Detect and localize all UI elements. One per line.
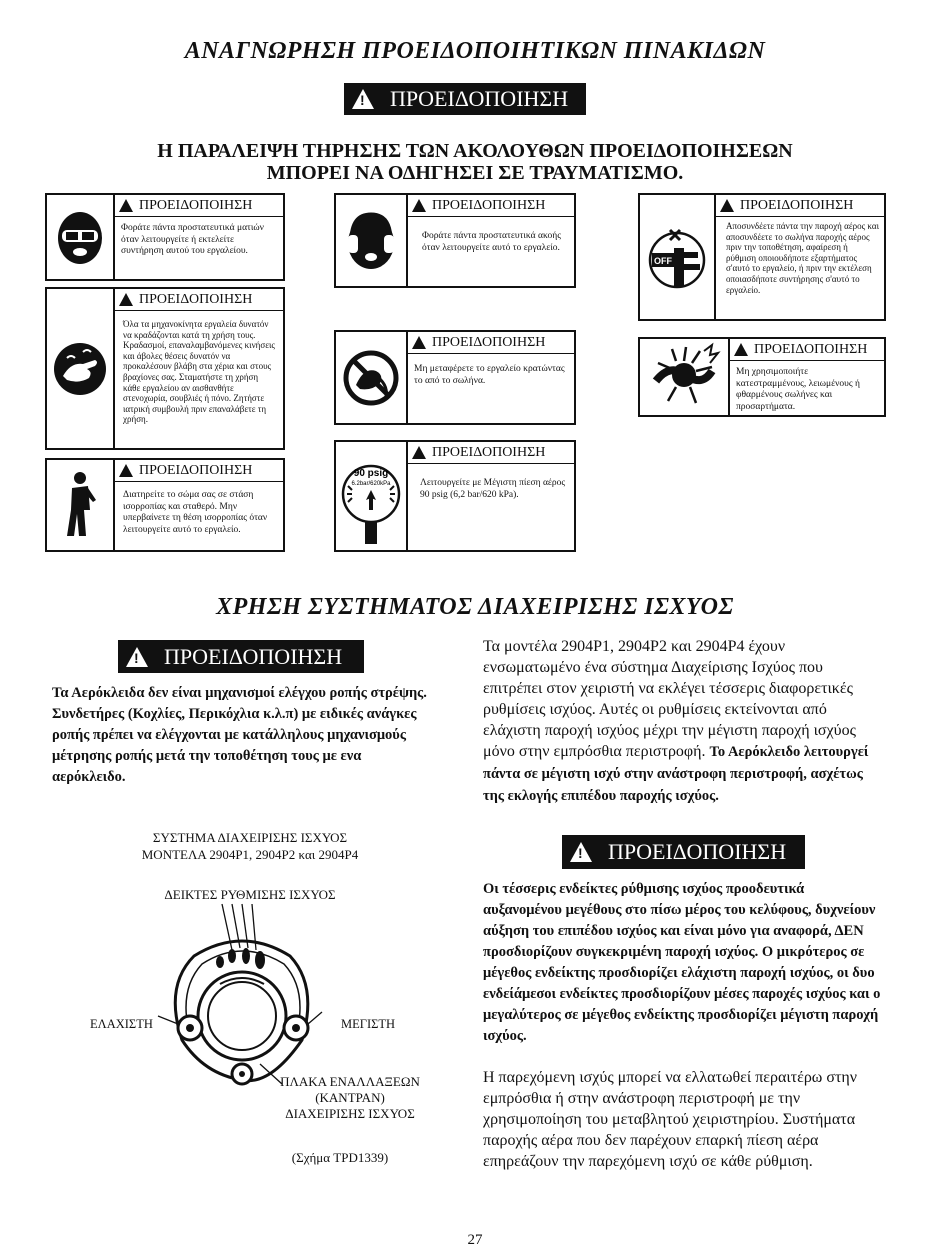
- burst-hose-icon: [640, 339, 730, 415]
- torque-warning-text: Τα Αερόκλειδα δεν είναι μηχανισμοί ελέγχου ροπής στρέψης. Συνδετήρες (Κοχλίες, Περικόχλια κ.λ.π) με ειδικές ανάγκες ροπής πρέπει να ελέγχονται με κατάλληλους μηχανισμούς μέτρησης ροπής μετά την τοποθέτηση τους με ενα αερόκλειδο.: [52, 685, 427, 785]
- label-header: ΠΡΟΕΙΔΟΠΟΙΗΣΗ: [408, 442, 574, 464]
- label-hose-carry: [334, 330, 576, 425]
- label-disconnect-air: [638, 193, 886, 321]
- label-hearing-protection: [334, 193, 576, 288]
- warning-banner-label: ΠΡΟΕΙΔΟΠΟΙΗΣΗ: [608, 839, 787, 864]
- label-balance-text: Διατηρείτε το σώμα σας σε στάση ισορροπίας και σταθερό. Μην υπερβαίνετε τη θέση ισορροπίας όταν λειτουργείτε αυτό το εργαλείο.: [123, 490, 268, 535]
- throttle-paragraph: Η παρεχόμενη ισχύς μπορεί να ελλατωθεί περαιτέρω στην εμπρόσθια ή στην ανάστροφη περιστροφή με την χρησιμοποίηση του μεταβλητού χειριστηρίου. Συστήματα παροχής αέρα που δεν παρέχουν επαρκή πίεση αέρα επηρεάζουν την παρεχόμενη ισχύ σε κάθε ρύθμιση.: [483, 1069, 857, 1170]
- warning-triangle-icon: [570, 842, 592, 862]
- eye-protection-icon: [47, 195, 115, 279]
- label-eye-text: Φοράτε πάντα προστατευτικά ματιών όταν λειτουργείτε ή εκτελείτε συντήρηση αυτού του εργαλείου.: [121, 223, 264, 256]
- warning-banner-top: [344, 83, 586, 115]
- label-header: ΠΡΟΕΙΔΟΠΟΙΗΣΗ: [408, 195, 574, 217]
- label-hearing-text: Φοράτε πάντα προστατευτικά ακοής όταν λειτουργείτε αυτό το εργαλείο.: [422, 231, 562, 253]
- person-balance-icon: [47, 460, 115, 550]
- figure-min-label: ΕΛΑΧΙΣΤΗ: [90, 1017, 153, 1031]
- label-header: ΠΡΟΕΙΔΟΠΟΙΗΣΗ: [115, 289, 283, 311]
- hearing-protection-icon: [336, 195, 408, 286]
- power-description-text: Τα μοντέλα 2904P1, 2904P2 και 2904P4 έχουν ενσωματωμένο ένα σύστημα Διαχείρισης Ισχύος που επιτρέπει στον χειριστή να εκλέγει τέσσερις διαφορετικές ρυθμίσεις ισχύος. Αυτές οι ρυθμίσεις εκτείνονται από ελάχιστη παροχή ισχύος μέχρι την μέγιστη παροχή ισχύος μόνο στην εμπρόσθια περιστροφή.: [483, 638, 856, 760]
- section-title: ΧΡΗΣΗ ΣΥΣΤΗΜΑΤΟΣ ΔΙΑΧΕΙΡΙΣΗΣ ΙΣΧΥΟΣ: [216, 594, 734, 620]
- figure-indicators-label: ΔΕΙΚΤΕΣ ΡΥΘΜΙΣΗΣ ΙΣΧΥΟΣ: [164, 887, 336, 902]
- label-header: ΠΡΟΕΙΔΟΠΟΙΗΣΗ: [115, 195, 283, 217]
- warning-banner-label: ΠΡΟΕΙΔΟΠΟΙΗΣΗ: [390, 86, 569, 111]
- page-title: ΑΝΑΓΝΩΡΗΣΗ ΠΡΟΕΙΔΟΠΟΙΗΤΙΚΩΝ ΠΙΝΑΚΙΔΩΝ: [184, 38, 766, 64]
- figure-plate-label1: ΠΛΑΚΑ ΕΝΑΛΛΑΞΕΩΝ: [280, 1074, 420, 1089]
- warning-triangle-icon: [352, 89, 374, 109]
- label-header: ΠΡΟΕΙΔΟΠΟΙΗΣΗ: [716, 195, 884, 217]
- warning-banner-left: [118, 640, 364, 673]
- power-management-figure: [150, 898, 370, 1098]
- no-carry-by-hose-icon: [336, 332, 408, 423]
- label-vibration-text: Όλα τα μηχανοκίνητα εργαλεία δυνατόν να κραδάζονται κατά τη χρήση τους. Κραδασμοί, επαναλαμβανόμενες κινήσεις και άβολες θέσεις δυνατόν να προκαλέσουν βλάβη στα χέρια και στους βραχίονες σας. Σταματήστε τη χρήση κάθε εργαλείου αν αισθανθήτε στενοχωρία, σουβλιές ή πόνο. Ζητήστε ιατρική συμβουλή πριν επαναλάβετε τη χρήση.: [123, 319, 275, 425]
- figure-plate-label2: (ΚΑΝΤΡΑΝ): [315, 1090, 385, 1105]
- figure-max-label: ΜΕΓΙΣΤΗ: [341, 1017, 396, 1031]
- reverse-max-power-text: Το Αερόκλειδο λειτουργεί πάντα σε μέγιστη ισχύ στην ανάστροφη περιστροφή, ασχέτως της εκλογής επιπέδου παροχής ισχύος.: [483, 744, 869, 804]
- label-header: ΠΡΟΕΙΔΟΠΟΙΗΣΗ: [408, 332, 574, 354]
- label-vibration: [45, 287, 285, 450]
- label-eye-protection: [45, 193, 285, 281]
- label-header: ΠΡΟΕΙΔΟΠΟΙΗΣΗ: [730, 339, 884, 361]
- label-hose-text: Μη μεταφέρετε το εργαλείο κρατώντας το από το σωλήνα.: [414, 364, 565, 386]
- label-damaged-hoses: [638, 337, 886, 417]
- indicators-warning-text: Οι τέσσερις ενδείκτες ρύθμισης ισχύος προοδευτικά αυξανομένου μεγέθους στο πίσω μέρος του κελύφους, δυχνείουν αύξηση του επιπέδου ισχύος και είναι μόνο για αναφορά, ΔΕΝ προσδιορίζουν συγκεκριμένη παροχή ισχύος. Ο μικρότερος σε μέγεθος ενδείκτης προσδιορίζει ελάχιστη παροχή ισχύος, οι δυο ενδείάμεσοι ενδείκτες προσδιορίζουν μέσες παροχές ισχύος και ο μεγαλύτερος σε μέγεθος ενδείκτης προσδιορίζει μέγιστη παροχή ισχύος.: [483, 881, 881, 1044]
- label-disconnect-text: Αποσυνδέετε πάντα την παροχή αέρος και αποσυνδέετε το σωλήνα παροχής αέρος πριν την τοποθέτηση, αφαίρεση ή ρύθμιση οποιουδήποτε εξαρτήματος σ'αυτό το εργαλείο, ή πριν την εκτέλεση οποιασδήποτε συντήρησης σ'αυτό το εργαλείο.: [726, 221, 880, 295]
- label-pressure-text: Λειτουργείτε με Μέγιστη πίεση αέρος 90 psig (6,2 bar/620 kPa).: [420, 478, 566, 500]
- figure-caption-models: ΜΟΝΤΕΛΑ 2904P1, 2904P2 και 2904P4: [141, 847, 359, 862]
- warning-banner-label: ΠΡΟΕΙΔΟΠΟΙΗΣΗ: [164, 643, 343, 669]
- air-off-icon: [640, 195, 716, 319]
- power-management-description: [483, 636, 883, 807]
- figure-reference: (Σχήμα TPD1339): [291, 1150, 389, 1165]
- pressure-gauge-icon: [336, 442, 408, 550]
- warning-banner-right: [562, 835, 805, 869]
- label-balance: [45, 458, 285, 552]
- warning-heading-line2: ΜΠΟΡΕΙ ΝΑ ΟΔΗΓΗΣΕΙ ΣΕ ΤΡΑΥΜΑΤΙΣΜΟ.: [266, 162, 684, 184]
- warning-heading-line1: Η ΠΑΡΑΛΕΙΨΗ ΤΗΡΗΣΗΣ ΤΩΝ ΑΚΟΛΟΥΘΩΝ ΠΡΟΕΙΔΟΠΟΙΗΣΕΩΝ: [157, 140, 793, 162]
- label-air-pressure: [334, 440, 576, 552]
- warning-triangle-icon: [126, 647, 148, 667]
- label-damaged-text: Μη χρησιμοποιήτε κατεστραμμένους, λειωμένους ή φθαρμένους σωλήνες και προσαρτήματα.: [736, 367, 860, 412]
- gauge-psig-text: 90 psig: [353, 468, 389, 479]
- gauge-bar-text: 6.2bar/620kPa: [351, 481, 391, 487]
- figure-plate-label3: ΔΙΑΧΕΙΡΙΣΗΣ ΙΣΧΥΟΣ: [285, 1106, 415, 1121]
- page-number: 27: [467, 1232, 483, 1248]
- figure-caption-title: ΣΥΣΤΗΜΑ ΔΙΑΧΕΙΡΙΣΗΣ ΙΣΧΥΟΣ: [152, 830, 348, 845]
- hand-vibration-icon: [47, 289, 115, 448]
- off-icon-text: OFF: [654, 256, 672, 266]
- label-header: ΠΡΟΕΙΔΟΠΟΙΗΣΗ: [115, 460, 283, 482]
